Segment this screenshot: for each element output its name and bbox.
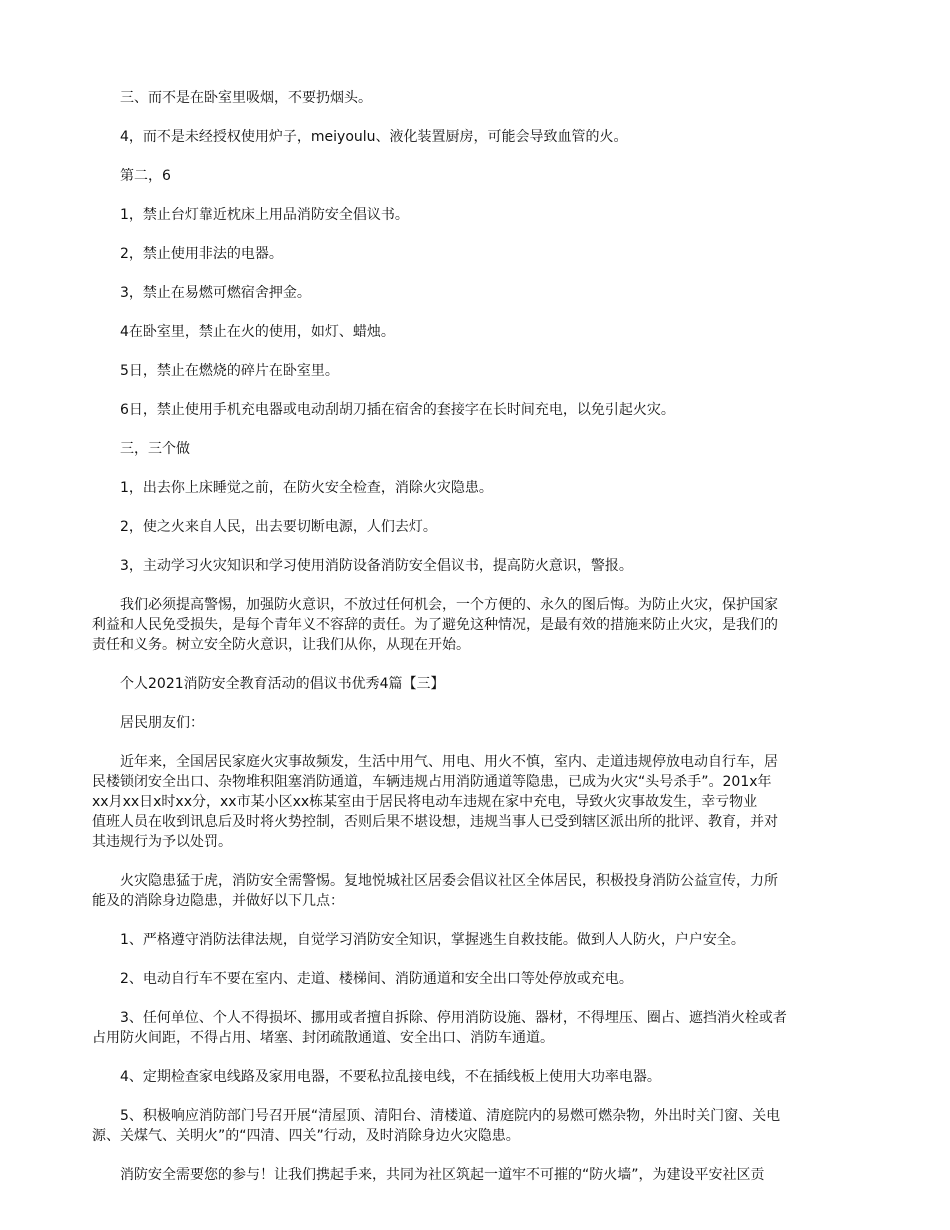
paragraph-line: 2、电动自行车不要在室内、走道、楼梯间、消防通道和安全出口等处停放或充电。 <box>120 971 633 987</box>
paragraph-line: 我们必须提高警惕，加强防火意识，不放过任何机会，一个方便的、永久的图后悔。为防止火灾，保护国家 <box>120 597 778 613</box>
paragraph-line: 三，三个做 <box>120 441 190 457</box>
document-page <box>92 88 850 1185</box>
list-item <box>120 1067 850 1087</box>
list-item <box>92 1106 850 1146</box>
list-item <box>120 283 850 303</box>
section-heading <box>120 166 850 186</box>
paragraph-line: 5、积极响应消防部门号召开展“清屋顶、清阳台、清楼道、清庭院内的易燃可燃杂物，外出时关门窗、关电 <box>120 1108 781 1124</box>
paragraph-line: 5日，禁止在燃烧的碎片在卧室里。 <box>120 363 339 379</box>
list-item <box>120 322 850 342</box>
paragraph-line: 3、任何单位、个人不得损坏、挪用或者擅自拆除、停用消防设施、器材，不得埋压、圈占、遮挡消火栓或者 <box>120 1010 787 1026</box>
list-item <box>120 969 850 989</box>
paragraph <box>120 88 850 108</box>
paragraph <box>92 752 850 852</box>
list-item <box>120 478 850 498</box>
paragraph-line: 6日，禁止使用手机充电器或电动刮胡刀插在宿舍的套接字在长时间充电，以免引起火灾。 <box>120 402 675 418</box>
paragraph-line: 三、而不是在卧室里吸烟，不要扔烟头。 <box>120 90 372 106</box>
paragraph <box>120 674 850 694</box>
list-item <box>120 930 850 950</box>
paragraph <box>120 1165 850 1185</box>
paragraph-line: 3，主动学习火灾知识和学习使用消防设备消防安全倡议书，提高防火意识，警报。 <box>120 558 633 574</box>
paragraph-line: 其违规行为予以处罚。 <box>92 834 232 850</box>
paragraph-line: 值班人员在收到讯息后及时将火势控制，否则后果不堪设想，违规当事人已受到辖区派出所的批评、教育，并对 <box>92 814 778 830</box>
list-item <box>120 517 850 537</box>
paragraph-line: 近年来，全国居民家庭火灾事故频发，生活中用气、用电、用火不慎，室内、走道违规停放电动自行车，居 <box>120 754 778 770</box>
paragraph-line: 1、严格遵守消防法律法规，自觉学习消防安全知识，掌握逃生自救技能。做到人人防火，户户安全。 <box>120 932 745 948</box>
paragraph-line: xx月xx日x时xx分，xx市某小区xx栋某室由于居民将电动车违规在家中充电，导致火灾事故发生，幸亏物业 <box>92 794 758 810</box>
paragraph-line: 占用防火间距，不得占用、堵塞、封闭疏散通道、安全出口、消防车通道。 <box>92 1030 554 1046</box>
paragraph-line: 利益和人民免受损失，是每个青年义不容辞的责任。为了避免这种情况，是最有效的措施来防止火灾，是我们的 <box>92 617 778 633</box>
list-item <box>92 1008 850 1048</box>
list-item <box>120 361 850 381</box>
paragraph-line: 源、关煤气、关明火”的“四清、四关”行动，及时消除身边火灾隐患。 <box>92 1128 520 1144</box>
paragraph-line: 第二，6 <box>120 168 171 184</box>
paragraph-line: 2，使之火来自人民，出去要切断电源，人们去灯。 <box>120 519 437 535</box>
paragraph-line: 4、定期检查家电线路及家用电器，不要私拉乱接电线，不在插线板上使用大功率电器。 <box>120 1069 661 1085</box>
list-item <box>120 205 850 225</box>
paragraph-line: 1，禁止台灯靠近枕床上用品消防安全倡议书。 <box>120 207 409 223</box>
paragraph-line: 责任和义务。树立安全防火意识，让我们从你，从现在开始。 <box>92 637 470 653</box>
paragraph-line: 1，出去你上床睡觉之前，在防火安全检查，消除火灾隐患。 <box>120 480 493 496</box>
paragraph <box>92 871 850 911</box>
paragraph-line: 4在卧室里，禁止在火的使用，如灯、蜡烛。 <box>120 324 395 340</box>
paragraph-line: 火灾隐患猛于虎，消防安全需警惕。复地悦城社区居委会倡议社区全体居民，积极投身消防公益宣传，力所 <box>120 873 778 889</box>
paragraph-line: 居民朋友们： <box>120 715 204 731</box>
section-heading <box>120 439 850 459</box>
paragraph-line: 2，禁止使用非法的电器。 <box>120 246 283 262</box>
list-item <box>120 400 850 420</box>
paragraph-line: 4，而不是未经授权使用炉子，meiyoulu、液化装置厨房，可能会导致血管的火。 <box>120 129 628 145</box>
paragraph-line: 消防安全需要您的参与！让我们携起手来，共同为社区筑起一道牢不可摧的“防火墙”，为建设平安社区贡 <box>120 1167 765 1183</box>
paragraph-line: 民楼锁闭安全出口、杂物堆积阻塞消防通道，车辆违规占用消防通道等隐患，已成为火灾“头号杀手”。201x年 <box>92 774 772 790</box>
paragraph <box>120 713 850 733</box>
paragraph-line: 个人2021消防安全教育活动的倡议书优秀4篇【三】 <box>120 676 445 692</box>
list-item <box>120 556 850 576</box>
paragraph <box>92 595 850 655</box>
paragraph-line: 能及的消除身边隐患，并做好以下几点： <box>92 893 344 909</box>
paragraph <box>120 127 850 147</box>
list-item <box>120 244 850 264</box>
paragraph-line: 3，禁止在易燃可燃宿舍押金。 <box>120 285 311 301</box>
